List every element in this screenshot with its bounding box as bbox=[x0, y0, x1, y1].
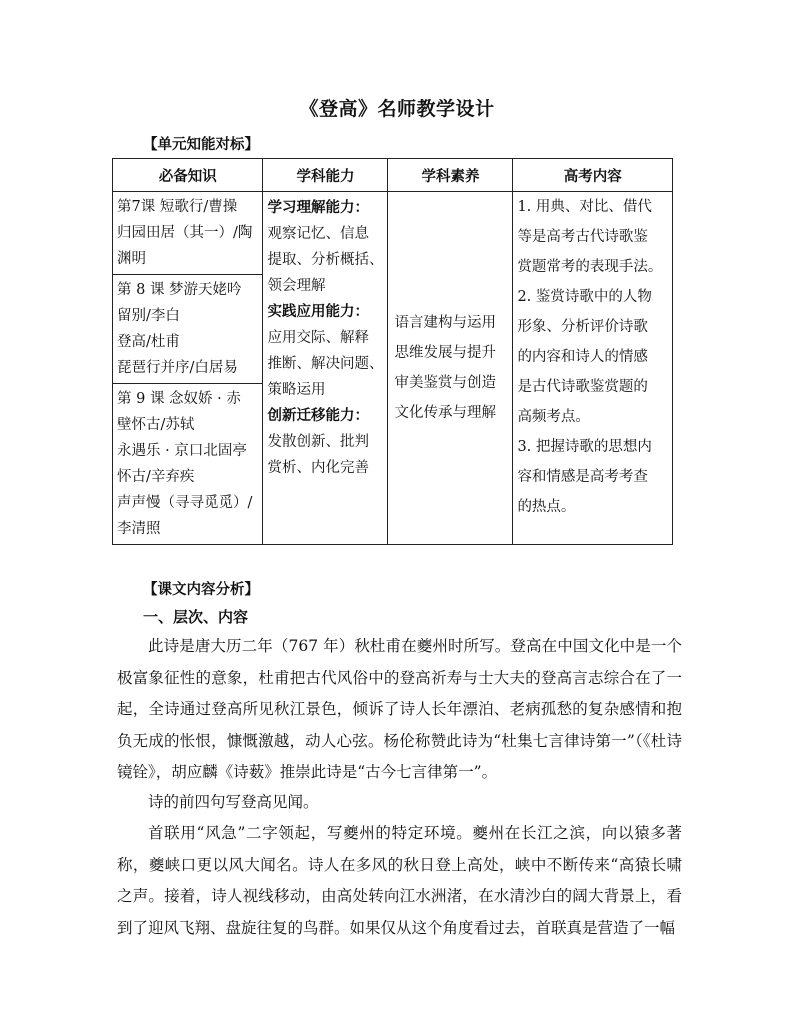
lesson-line: 壁怀古/苏轼 bbox=[117, 417, 195, 433]
lesson-line: 琵琶行并序/白居易 bbox=[117, 360, 238, 376]
knowledge-cell bbox=[113, 192, 263, 545]
lesson-line: 渊明 bbox=[117, 251, 146, 267]
lesson-line: 登高/杜甫 bbox=[117, 334, 180, 350]
exam-line: 赏题常考的表现手法。 bbox=[517, 259, 663, 275]
ability-line: 领会理解 bbox=[267, 278, 326, 294]
abilities-cell bbox=[263, 192, 388, 545]
ability-line: 应用交际、解释 bbox=[267, 330, 369, 346]
table-header-row bbox=[113, 159, 673, 192]
exam-line: 容和情感是高考考查 bbox=[517, 469, 648, 485]
ability-label: 学习理解能力： bbox=[267, 199, 369, 216]
ability-line: 发散创新、批判 bbox=[267, 434, 369, 450]
exam-line: 形象、分析评价诗歌 bbox=[517, 319, 648, 335]
lesson-line: 第 9 课 念奴娇 · 赤 bbox=[117, 391, 241, 407]
table-body-row bbox=[113, 192, 673, 545]
exam-line: 3. 把握诗歌的思想内 bbox=[517, 439, 652, 455]
exam-line: 2. 鉴赏诗歌中的人物 bbox=[517, 289, 652, 305]
unit-targets-table bbox=[112, 158, 673, 545]
lesson-line: 怀古/辛弃疾 bbox=[117, 469, 195, 485]
exam-line: 1. 用典、对比、借代 bbox=[517, 199, 652, 215]
page-title: 《登高》名师教学设计 bbox=[299, 98, 495, 120]
paragraph: 诗的前四句写登高见闻。 bbox=[148, 793, 319, 811]
lesson-line: 永遇乐 · 京口北固亭 bbox=[117, 443, 247, 459]
exam-cell bbox=[513, 192, 673, 545]
ability-label: 实践应用能力： bbox=[267, 303, 369, 320]
literacy-item: 语言建构与运用 bbox=[394, 315, 496, 331]
exam-line: 高频考点。 bbox=[517, 409, 590, 425]
header-abilities: 学科能力 bbox=[263, 159, 388, 192]
exam-line: 的热点。 bbox=[517, 499, 576, 515]
ability-line: 赏析、内化完善 bbox=[267, 460, 369, 476]
paragraph: 此诗是唐大历二年（767 年）秋杜甫在夔州时所写。登高在中国文化中是一个极富象征性的意象，杜甫把古代风俗中的登高祈寿与士大夫的登高言志综合在了一起，全诗通过登高所见秋江景色，倾诉了诗人长年漂泊、老病孤愁的复杂感情和抱负无成的怅恨，慷慨激越，动人心弦。杨伦称赞此诗为“杜集七言律诗第一”（《杜诗镜铨》，胡应麟《诗薮》推崇此诗是“古今七言律第一”。 bbox=[117, 637, 682, 781]
literacy-item: 审美鉴赏与创造 bbox=[394, 375, 496, 391]
paragraph: 首联用“风急”二字领起，写夔州的特定环境。夔州在长江之滨，向以猿多著称，夔峡口更以风大闻名。诗人在多风的秋日登上高处，峡中不断传来“高猿长啸之声。接着，诗人视线移动，由高处转向江水洲渚，在水清沙白的阔大背景上，看到了迎风飞翔、盘旋往复的鸟群。如果仅从这个角度看过去，首联真是营造了一幅 bbox=[117, 824, 682, 937]
literacy-item: 文化传承与理解 bbox=[394, 405, 496, 421]
header-exam: 高考内容 bbox=[513, 159, 673, 192]
ability-line: 推断、解决问题、 bbox=[267, 356, 384, 372]
lesson-line: 留别/李白 bbox=[117, 308, 180, 324]
ability-line: 观察记忆、信息 bbox=[267, 226, 369, 242]
literacy-item: 思维发展与提升 bbox=[394, 345, 496, 361]
lesson-line: 第7课 短歌行/曹操 bbox=[117, 199, 238, 215]
section-heading-unit-targets: 【单元知能对标】 bbox=[143, 136, 259, 153]
section-heading-text-analysis: 【课文内容分析】 bbox=[143, 581, 259, 598]
lesson-line: 李清照 bbox=[117, 521, 161, 537]
literacy-cell bbox=[388, 192, 513, 545]
ability-line: 策略运用 bbox=[267, 382, 326, 398]
header-literacy: 学科素养 bbox=[388, 159, 513, 192]
subheading-levels-content: 一、层次、内容 bbox=[143, 608, 249, 626]
lesson-line: 第 8 课 梦游天姥吟 bbox=[117, 282, 242, 298]
ability-label: 创新迁移能力： bbox=[267, 407, 369, 424]
lesson-line: 归园田居（其一）/陶 bbox=[117, 225, 253, 241]
exam-line: 的内容和诗人的情感 bbox=[517, 349, 648, 365]
lesson-8-block bbox=[113, 275, 262, 384]
header-knowledge: 必备知识 bbox=[113, 159, 263, 192]
exam-line: 等是高考古代诗歌鉴 bbox=[517, 229, 648, 245]
lesson-line: 声声慢（寻寻觅觅）/ bbox=[117, 495, 253, 511]
lesson-9-block bbox=[113, 384, 262, 544]
ability-line: 提取、分析概括、 bbox=[267, 252, 384, 268]
lesson-7-block bbox=[113, 192, 262, 275]
exam-line: 是古代诗歌鉴赏题的 bbox=[517, 379, 648, 395]
